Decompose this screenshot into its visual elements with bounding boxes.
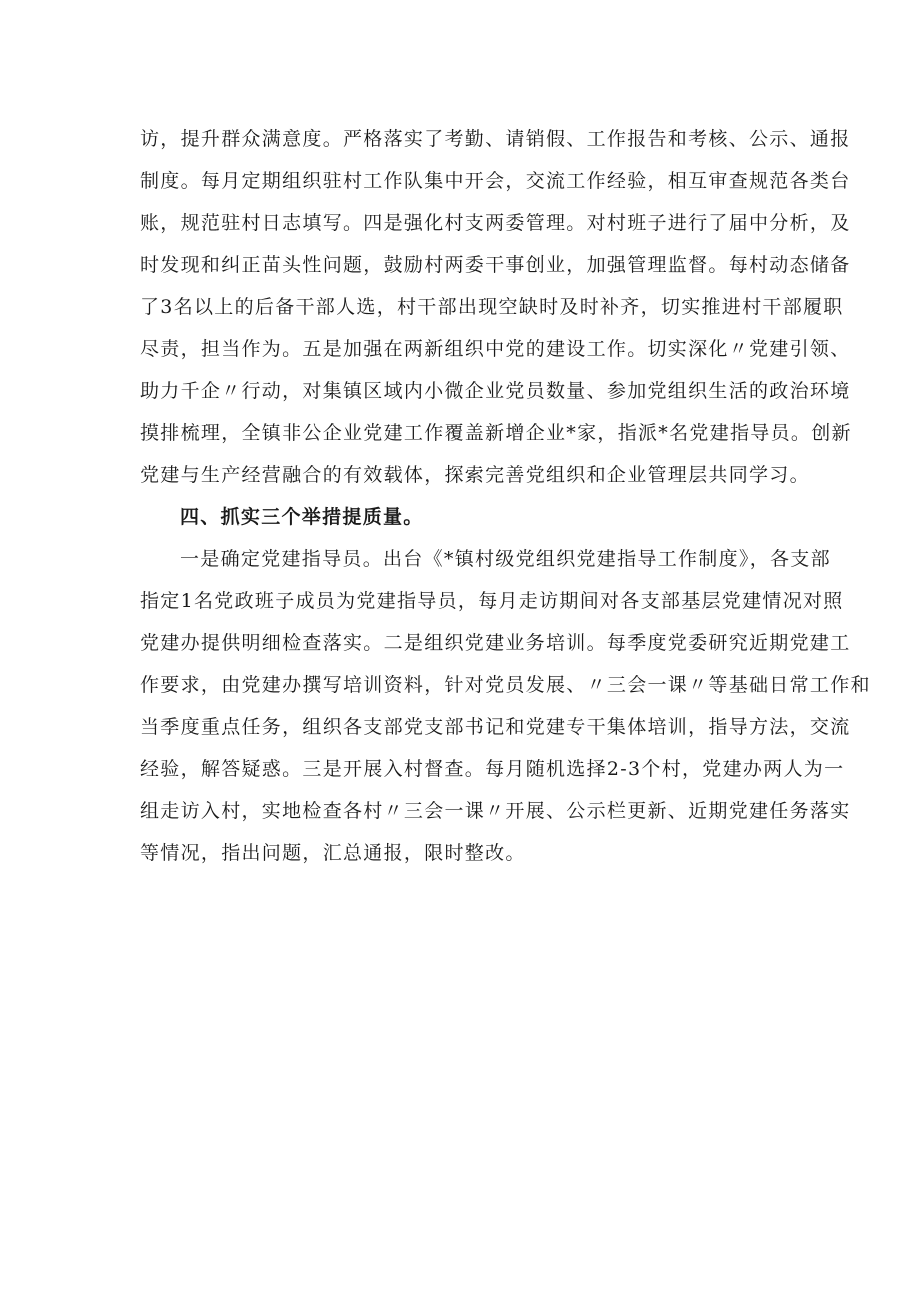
text-line: 党建办提供明细检查落实。二是组织党建业务培训。每季度党委研究近期党建工: [140, 632, 851, 654]
text-line: 了3名以上的后备干部人选，村干部出现空缺时及时补齐，切实推进村干部履职: [140, 296, 844, 318]
text-line: 尽责，担当作为。五是加强在两新组织中党的建设工作。切实深化〃党建引领、: [140, 338, 851, 360]
text-line: 党建与生产经营融合的有效载体，探索完善党组织和企业管理层共同学习。: [140, 464, 810, 486]
text-line: 经验，解答疑惑。三是开展入村督查。每月随机选择2-3个村，党建办两人为一: [140, 758, 845, 780]
paragraph-2: [140, 538, 871, 874]
text-line: 时发现和纠正苗头性问题，鼓励村两委干事创业，加强管理监督。每村动态储备: [140, 254, 851, 276]
text-line: 当季度重点任务，组织各支部党支部书记和党建专干集体培训，指导方法，交流: [140, 716, 851, 738]
document-page: [140, 118, 871, 874]
text-line: 作要求，由党建办撰写培训资料，针对党员发展、〃三会一课〃等基础日常工作和: [140, 674, 871, 696]
text-line: 等情况，指出问题，汇总通报，限时整改。: [140, 842, 526, 864]
text-line: 账，规范驻村日志填写。四是强化村支两委管理。对村班子进行了届中分析，及: [140, 212, 851, 234]
paragraph-1: [140, 118, 852, 496]
text-line: 摸排梳理，全镇非公企业党建工作覆盖新增企业*家，指派*名党建指导员。创新: [140, 422, 852, 444]
text-line: 指定1名党政班子成员为党建指导员，每月走访期间对各支部基层党建情况对照: [140, 590, 844, 612]
section-heading: 四、抓实三个举措提质量。: [180, 506, 424, 528]
text-line: 一是确定党建指导员。出台《*镇村级党组织党建指导工作制度》，各支部: [180, 548, 831, 570]
text-line: 助力千企〃行动，对集镇区域内小微企业党员数量、参加党组织生活的政治环境: [140, 380, 851, 402]
text-line: 制度。每月定期组织驻村工作队集中开会，交流工作经验，相互审查规范各类台: [140, 170, 851, 192]
text-line: 访，提升群众满意度。严格落实了考勤、请销假、工作报告和考核、公示、通报: [140, 128, 851, 150]
text-line: 组走访入村，实地检查各村〃三会一课〃开展、公示栏更新、近期党建任务落实: [140, 800, 851, 822]
